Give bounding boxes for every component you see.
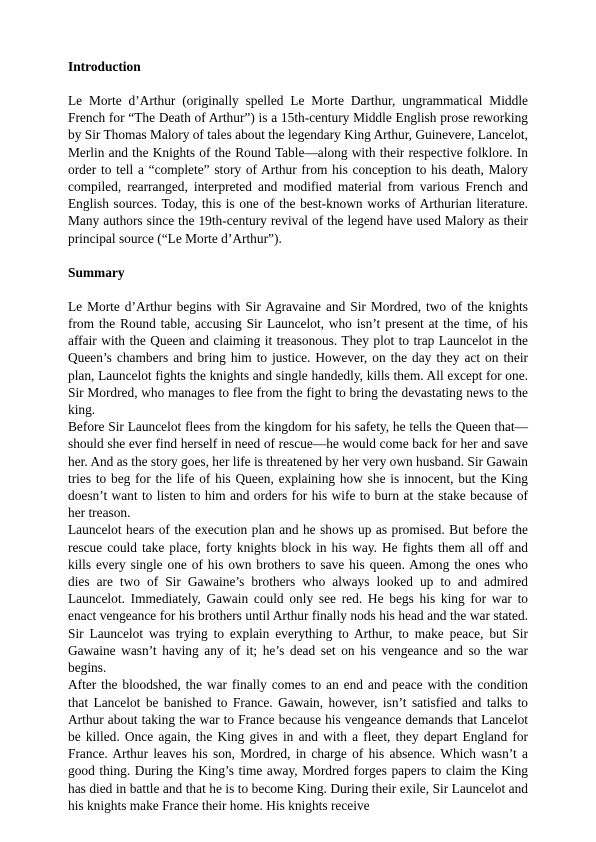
summary-paragraph-4: After the bloodshed, the war finally comes to an end and peace with the condition that Lancelot be banished to France. Gawain, however, isn’t satisfied and talks to Arthur about taking the war to France because his vengeance demands that Lancelot be killed. Once again, the King gives in and with a fleet, they depart England for France. Arthur leaves his son, Mordred, in charge of his absence. Which wasn’t a good thing. During the King’s time away, Mordred forges papers to claim the King has died in battle and that he is to become King. During their exile, Sir Launcelot and his knights make France their home. His knights receive [68, 677, 528, 813]
summary-paragraph-3: Launcelot hears of the execution plan and he shows up as promised. But before the rescue could take place, forty knights block in his way. He fights them all off and kills every single one of his own brothers to save his queen. Among the ones who dies are two of Sir Gawaine’s brothers who always looked up to and admired Launcelot. Immediately, Gawain could only see red. He begs his king for war to enact vengeance for his brothers until Arthur finally nods his head and the war stated. Sir Launcelot was trying to explain everything to Arthur, to make peace, but Sir Gawaine wasn’t having any of it; he’s dead set on his vengeance and so the war begins. [68, 522, 528, 676]
summary-heading: Summary [68, 264, 125, 280]
document-page [68, 58, 528, 814]
summary-paragraph-1: Le Morte d’Arthur begins with Sir Agravaine and Sir Mordred, two of the knights from the Round table, accusing Sir Launcelot, who isn’t present at the time, of his affair with the Queen and claiming it treasonous. They plot to trap Launcelot in the Queen’s chambers and bring him to justice. However, on the day they act on their plan, Launcelot fights the knights and single handedly, kills them. All except for one. Sir Mordred, who manages to flee from the fight to bring the devastating news to the king. [68, 298, 528, 418]
spacer [68, 75, 528, 92]
spacer [68, 247, 528, 264]
summary-paragraph-2: Before Sir Launcelot flees from the kingdom for his safety, he tells the Queen that—should she ever find herself in need of rescue—he would come back for her and save her. And as the story goes, her life is threatened by her very own husband. Sir Gawain tries to beg for the life of his Queen, explaining how she is innocent, but the King doesn’t want to listen to him and orders for his wife to burn at the stake because of her treason. [68, 419, 529, 521]
introduction-paragraph: Le Morte d’Arthur (originally spelled Le Morte Darthur, ungrammatical Middle French for “The Death of Arthur”) is a 15th-century Middle English prose reworking by Sir Thomas Malory of tales about the legendary King Arthur, Guinevere, Lancelot, Merlin and the Knights of the Round Table—along with their respective folklore. In order to tell a “complete” story of Arthur from his conception to his death, Malory compiled, rearranged, interpreted and modified material from various French and English sources. Today, this is one of the best-known works of Arthurian literature. Many authors since the 19th-century revival of the legend have used Malory as their principal source (“Le Morte d’Arthur”). [68, 93, 528, 246]
introduction-heading: Introduction [68, 59, 141, 74]
spacer [68, 281, 528, 298]
